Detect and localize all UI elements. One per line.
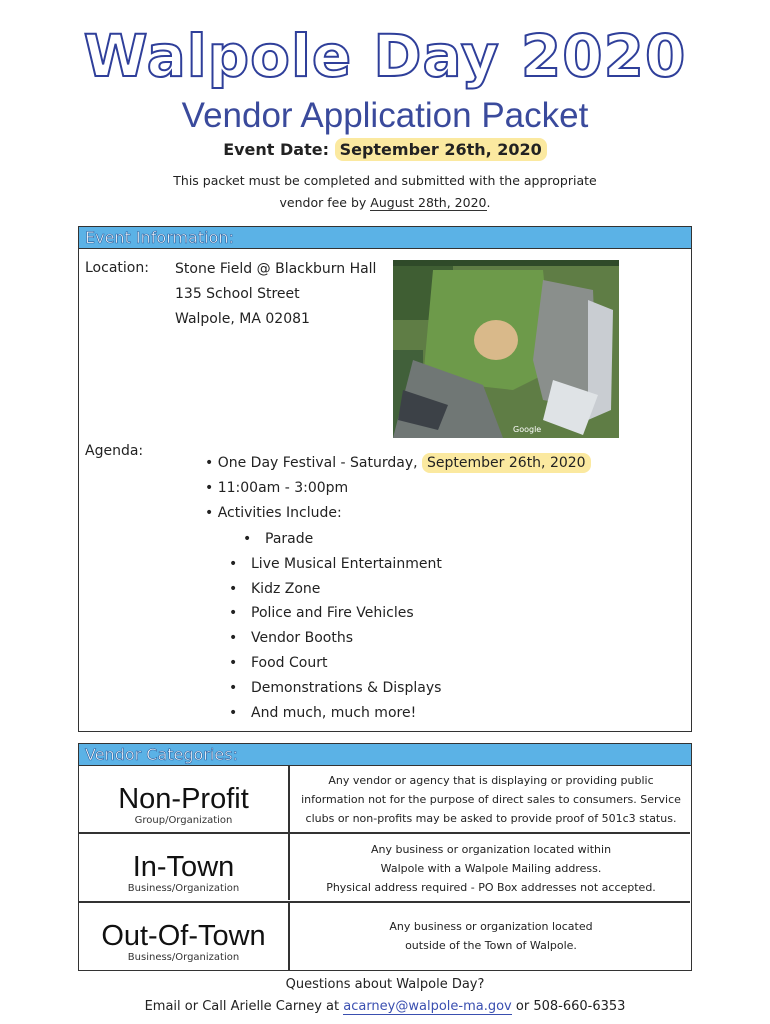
activity-item — [229, 577, 442, 602]
agenda-time: 11:00am - 3:00pm — [217, 480, 349, 496]
intro-text — [0, 170, 770, 214]
activity-label: Food Court — [251, 654, 328, 671]
description-line: Physical address required - PO Box addresses not accepted. — [326, 881, 656, 894]
agenda-list — [205, 451, 591, 526]
intro-line-1: This packet must be completed and submitted with the appropriate — [173, 173, 597, 188]
footer-contact — [0, 974, 770, 1018]
bullet: • — [243, 531, 252, 547]
contact-email-link[interactable]: acarney@walpole-ma.gov — [343, 999, 512, 1014]
activity-label: Kidz Zone — [251, 580, 321, 597]
bullet: • — [205, 480, 214, 496]
vendor-categories-heading: Vendor Categories: — [79, 744, 691, 766]
category-name: In-Town — [132, 851, 235, 883]
description-line: Walpole with a Walpole Mailing address. — [380, 862, 602, 875]
activities-list — [229, 527, 442, 725]
activity-item — [229, 601, 442, 626]
category-description — [292, 903, 690, 970]
agenda-item — [205, 501, 591, 526]
description-line: Any business or organization located within — [370, 843, 612, 856]
category-subtitle: Business/Organization — [127, 883, 240, 894]
event-information-heading: Event Information: — [79, 227, 691, 249]
event-information-section — [78, 226, 692, 732]
category-name: Non-Profit — [118, 783, 249, 815]
activity-label: Vendor Booths — [251, 630, 354, 647]
description-line: information not for the purpose of direct sales to consumers. Service — [301, 793, 681, 806]
activity-item — [229, 626, 442, 651]
contact-mid: or — [515, 999, 530, 1014]
category-description — [292, 834, 690, 900]
bullet: • — [229, 555, 238, 572]
bullet: • — [205, 505, 214, 521]
intro-prefix: vendor fee by — [279, 195, 367, 210]
agenda-activities: Activities Include: — [217, 505, 342, 521]
category-description — [292, 766, 690, 832]
event-date-value: September 26th, 2020 — [335, 138, 547, 161]
bullet: • — [229, 654, 238, 671]
activity-item — [229, 676, 442, 701]
aerial-map-image — [393, 260, 619, 438]
intro-suffix: . — [486, 195, 491, 210]
contact-prefix: Email or Call Arielle Carney at — [144, 999, 340, 1014]
category-subtitle: Group/Organization — [134, 815, 233, 826]
activity-label: Demonstrations & Displays — [251, 679, 442, 696]
activity-label: And much, much more! — [251, 704, 417, 721]
intro-deadline: August 28th, 2020 — [370, 195, 487, 210]
description-line: Any vendor or agency that is displaying or providing public — [328, 774, 654, 787]
activity-label: Police and Fire Vehicles — [251, 605, 414, 622]
category-subtitle: Business/Organization — [127, 952, 240, 963]
location-label: Location: — [85, 260, 149, 276]
address-line: Walpole, MA 02081 — [175, 311, 310, 327]
page-subtitle: Vendor Application Packet — [181, 96, 589, 135]
description-line: Any business or organization located — [389, 920, 593, 933]
bullet: • — [229, 704, 238, 721]
category-title-cell — [79, 766, 290, 832]
address-line: Stone Field @ Blackburn Hall — [175, 261, 377, 277]
bullet: • — [229, 679, 238, 696]
footer-contact-line — [0, 996, 770, 1018]
agenda-date: September 26th, 2020 — [422, 453, 591, 473]
vendor-category-nonprofit — [79, 766, 690, 832]
location-address — [175, 257, 376, 332]
event-date-line — [0, 140, 770, 159]
intro-line-2 — [0, 192, 770, 214]
description-line: outside of the Town of Walpole. — [405, 939, 577, 952]
activity-label: Live Musical Entertainment — [251, 555, 442, 572]
agenda-item — [205, 476, 591, 501]
vendor-category-outoftown — [79, 903, 690, 970]
agenda-label: Agenda: — [85, 443, 144, 459]
activity-item — [229, 552, 442, 577]
agenda-item — [205, 451, 591, 476]
activity-item — [229, 527, 442, 552]
vendor-category-intown — [79, 834, 690, 900]
category-title-cell — [79, 903, 290, 970]
bullet: • — [205, 455, 214, 471]
category-title-cell — [79, 834, 290, 900]
page-title: Walpole Day 2020 — [83, 22, 687, 90]
agenda-festival: One Day Festival - Saturday, — [217, 455, 418, 471]
activity-label: Parade — [265, 531, 314, 547]
event-date-label: Event Date: — [223, 140, 329, 159]
bullet: • — [229, 605, 238, 622]
bullet: • — [229, 580, 238, 597]
map-watermark: Google — [513, 425, 542, 434]
address-line: 135 School Street — [175, 286, 300, 302]
aerial-map-drawing — [393, 260, 619, 438]
description-line: clubs or non-profits may be asked to provide proof of 501c3 status. — [305, 812, 677, 825]
bullet: • — [229, 630, 238, 647]
contact-phone: 508-660-6353 — [533, 999, 626, 1014]
activity-item — [229, 701, 442, 726]
activity-item — [229, 651, 442, 676]
category-name: Out-Of-Town — [101, 920, 266, 952]
footer-question: Questions about Walpole Day? — [285, 977, 485, 992]
vendor-categories-section — [78, 743, 692, 971]
